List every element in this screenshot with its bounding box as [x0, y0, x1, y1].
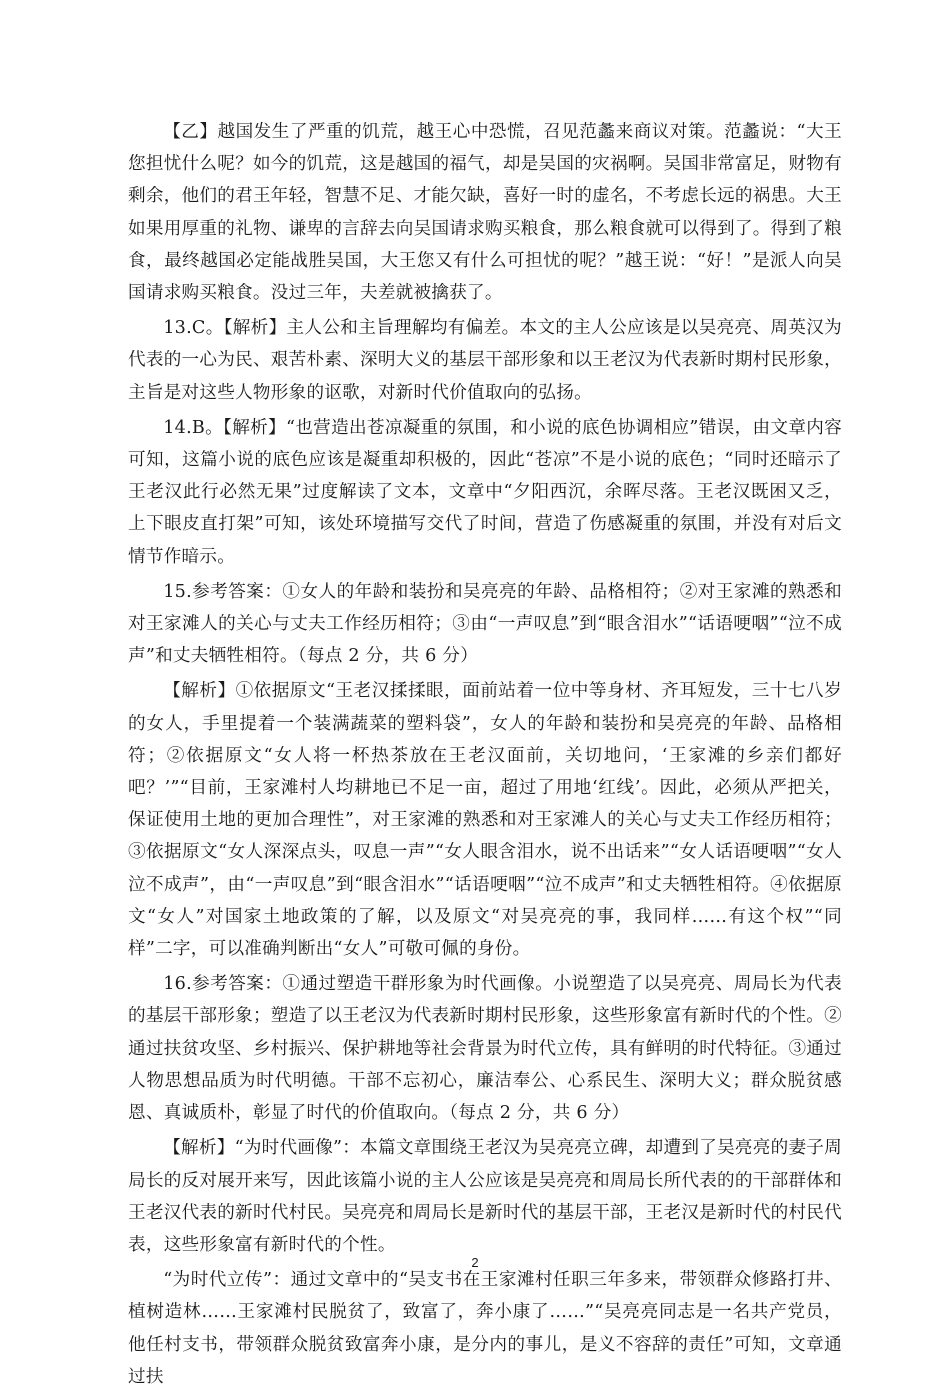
paragraph-answer-16: 16.参考答案：①通过塑造干群形象为时代画像。小说塑造了以吴亮亮、周局长为代表的基层干部形象；塑造了以王老汉为代表新时期村民形象，这些形象富有新时代的个性。②通过扶贫攻坚、乡村振兴、保护耕地等社会背景为时代立传，具有鲜明的时代特征。③通过人物思想品质为时代明德。干部不忘初心，廉洁奉公、心系民生、深明大义；群众脱贫感恩、真诚质朴，彰显了时代的价值取向。（每点 2 分，共 6 分）: [128, 974, 842, 1124]
paragraph-answer-13: 13.C。【解析】主人公和主旨理解均有偏差。本文的主人公应该是以吴亮亮、周英汉为代表的一心为民、艰苦朴素、深明大义的基层干部形象和以王老汉为代表新时期村民形象，主旨是对这些人物形象的讴歌，对新时代价值取向的弘扬。: [128, 318, 842, 403]
paragraph-answer-14: 14.B。【解析】“也营造出苍凉凝重的氛围，和小说的底色协调相应”错误，由文章内容可知，这篇小说的底色应该是凝重却积极的，因此“苍凉”不是小说的底色；“同时还暗示了王老汉此行必然无果”过度解读了文本，文章中“夕阳西沉，余晖尽落。王老汉既困又乏，上下眼皮直打架”可知，该处环境描写交代了时间，营造了伤感凝重的氛围，并没有对后文情节作暗示。: [128, 417, 842, 567]
paragraph-yi-translation: 【乙】越国发生了严重的饥荒，越王心中恐慌，召见范蠡来商议对策。范蠡说：“大王您担忧什么呢？如今的饥荒，这是越国的福气，却是吴国的灾祸啊。吴国非常富足，财物有剩余，他们的君王年轻，智慧不足、才能欠缺，喜好一时的虚名，不考虑长远的祸患。大王如果用厚重的礼物、谦卑的言辞去向吴国请求购买粮食，那么粮食就可以得到了。得到了粮食，最终越国必定能战胜吴国，大王您又有什么可担忧的呢？”越王说：“好！”是派人向吴国请求购买粮食。没过三年，夫差就被擒获了。: [128, 122, 842, 304]
paragraph-analysis-16-continued: “为时代立传”：通过文章中的“吴支书在王家滩村任职三年多来，带领群众修路打井、植树造林……王家滩村民脱贫了，致富了，奔小康了……”“吴亮亮同志是一名共产党员，他任村支书，带领群众脱贫致富奔小康，是分内的事儿，是义不容辞的责任”可知，文章通过扶: [128, 1270, 842, 1387]
page-number: 2: [471, 1255, 479, 1270]
paragraph-analysis-16: 【解析】“为时代画像”：本篇文章围绕王老汉为吴亮亮立碑，却遭到了吴亮亮的妻子周局长的反对展开来写，因此该篇小说的主人公应该是吴亮亮和周局长所代表的的干部群体和王老汉代表的新时代村民。吴亮亮和周局长是新时代的基层干部，王老汉是新时代的村民代表，这些形象富有新时代的个性。: [128, 1138, 842, 1255]
paragraph-analysis-15: 【解析】①依据原文“王老汉揉揉眼，面前站着一位中等身材、齐耳短发，三十七八岁的女人，手里提着一个装满蔬菜的塑料袋”，女人的年龄和装扮和吴亮亮的年龄、品格相符；②依据原文“女人将一杯热茶放在王老汉面前，关切地问，‘王家滩的乡亲们都好吧？’”“目前，王家滩村人均耕地已不足一亩，超过了用地‘红线’。因此，必须从严把关，保证使用土地的更加合理性”，对王家滩的熟悉和对王家滩人的关心与丈夫工作经历相符；③依据原文“女人深深点头，叹息一声”“女人眼含泪水，说不出话来”“女人话语哽咽”“女人泣不成声”，由“一声叹息”到“眼含泪水”“话语哽咽”“泣不成声”和丈夫牺牲相符。④依据原文“女人”对国家土地政策的了解，以及原文“对吴亮亮的事，我同样……有这个权”“同样”二字，可以准确判断出“女人”可敬可佩的身份。: [128, 681, 842, 960]
paragraph-answer-15: 15.参考答案：①女人的年龄和装扮和吴亮亮的年龄、品格相符；②对王家滩的熟悉和对王家滩人的关心与丈夫工作经历相符；③由“一声叹息”到“眼含泪水”“话语哽咽”“泣不成声”和丈夫牺牲相符。（每点 2 分，共 6 分）: [128, 581, 842, 667]
